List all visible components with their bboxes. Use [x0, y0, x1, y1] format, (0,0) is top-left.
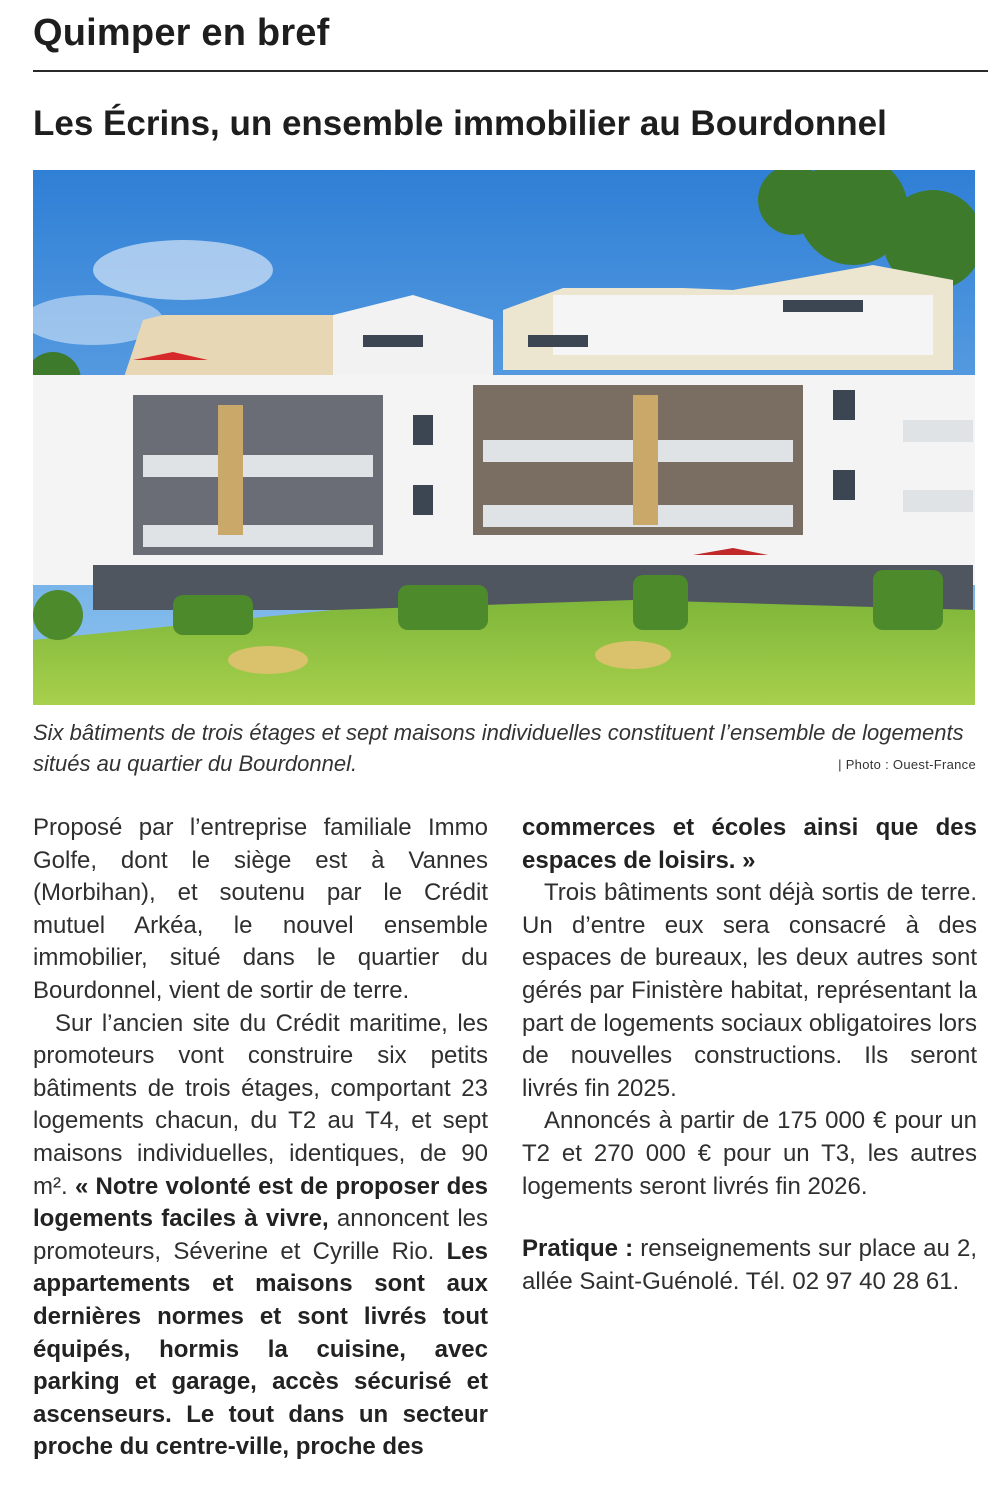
paragraph-site-text: Sur l’ancien site du Crédit maritime, les promoteurs vont construire six petits bâtiments de trois étages, comportant 23 logements chacun, du T2 au T4, et sept maisons individuelles, identiques, de 90 m². — [33, 1009, 488, 1200]
paragraph-practical — [522, 1233, 977, 1298]
paragraph-site-attribution: annoncent les promoteurs, Séverine et Cyrille Rio. — [33, 1205, 488, 1265]
paragraph-prices: Annoncés à partir de 175 000 € pour un T2 et 270 000 € pour un T3, les autres logements seront livrés fin 2026. — [522, 1107, 977, 1200]
photo-credit: | Photo : Ouest-France — [838, 757, 976, 772]
practical-label: Pratique : — [522, 1235, 634, 1263]
article-column-right — [522, 812, 977, 1298]
section-rubric: Quimper en bref — [33, 12, 330, 54]
article-photo — [33, 170, 975, 705]
rubric-divider — [33, 70, 988, 72]
photo-caption: Six bâtiments de trois étages et sept maisons individuelles constituent l’ensemble de logements situés au quartier du Bourdonnel. — [33, 720, 964, 776]
paragraph-intro: Proposé par l’entreprise familiale Immo Golfe, dont le siège est à Vannes (Morbihan), et soutenu par le Crédit mutuel Arkéa, le nouvel ensemble immobilier, situé dans le quartier du Bourdonnel, vient de sortir de terre. — [33, 814, 488, 1004]
practical-text: renseignements sur place au 2, allée Saint-Guénolé. Tél. 02 97 40 28 61. — [522, 1235, 978, 1295]
article-column-left — [33, 812, 488, 1464]
quote-promoters-overflow-text: commerces et écoles ainsi que des espaces de loisirs. » — [522, 814, 977, 874]
quote-promoters-overflow — [522, 812, 977, 877]
paragraph-site — [33, 1008, 488, 1464]
paragraph-buildings: Trois bâtiments sont déjà sortis de terre. Un d’entre eux sera consacré à des espaces de bureaux, les deux autres sont gérés par Finistère habitat, représentant la part de logements sociaux obligatoires lors de nouvelles constructions. Ils seront livrés fin 2025. — [522, 879, 977, 1102]
article-headline: Les Écrins, un ensemble immobilier au Bourdonnel — [33, 104, 887, 143]
quote-promoters: « Notre volonté est de proposer des logements faciles à vivre, — [33, 1172, 488, 1233]
quote-promoters-continued: Les appartements et maisons sont aux dernières normes et sont livrés tout équipés, hormis la cuisine, avec parking et garage, accès sécurisé et ascenseurs. Le tout dans un secteur proche du centre-ville, proche des — [33, 1237, 488, 1461]
